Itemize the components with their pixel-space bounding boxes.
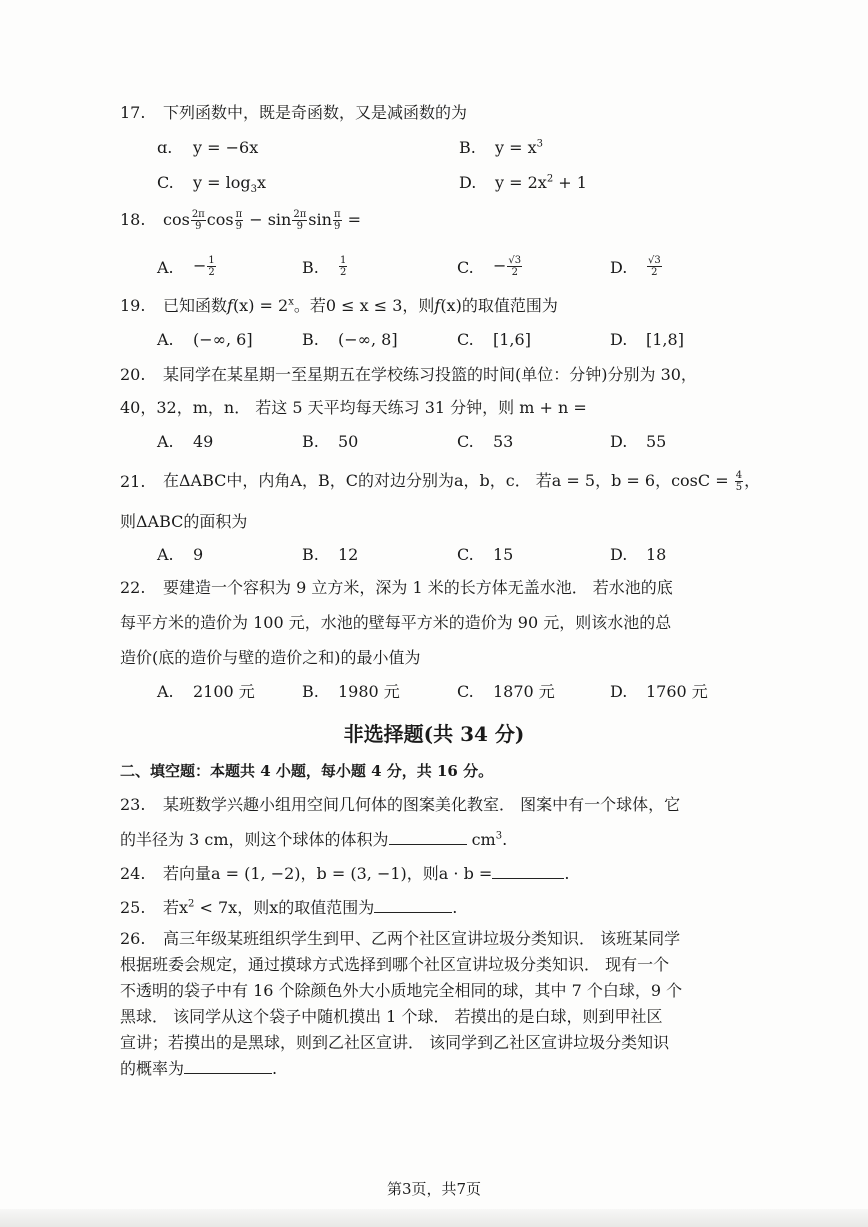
question-stem-line-2: 则ΔABC的面积为 bbox=[120, 512, 248, 531]
question-stem-line-2 bbox=[120, 830, 507, 850]
denominator: 2 bbox=[208, 267, 215, 278]
fraction bbox=[735, 470, 743, 493]
stem-function: f bbox=[227, 296, 233, 315]
option-b-text: 12 bbox=[338, 545, 359, 564]
option-c-text bbox=[493, 252, 523, 280]
unit-exponent: 3 bbox=[495, 830, 503, 842]
numerator: 2π bbox=[293, 209, 307, 220]
question-number: 19. bbox=[120, 296, 146, 315]
option-c-label: C. bbox=[157, 173, 174, 192]
stem-end: . bbox=[502, 830, 508, 849]
expr-sin-2: sin bbox=[308, 210, 332, 229]
numerator: √3 bbox=[508, 255, 522, 266]
numerator: 2π bbox=[191, 209, 205, 220]
option-a-text: 49 bbox=[193, 432, 214, 451]
option-d-base: y = 2x bbox=[495, 173, 547, 192]
stem-end: . bbox=[564, 864, 570, 883]
option-c-label: C. bbox=[457, 545, 474, 564]
stem-function: f bbox=[434, 296, 441, 315]
option-c-sign: − bbox=[493, 256, 507, 275]
trig-expression bbox=[163, 206, 361, 234]
option-a-label: A. bbox=[157, 682, 174, 701]
question-number: 24. bbox=[120, 864, 146, 883]
answer-blank[interactable] bbox=[492, 864, 564, 879]
option-a-label: A. bbox=[157, 545, 174, 564]
option-a-text: y = −6x bbox=[193, 138, 259, 157]
fraction bbox=[235, 209, 244, 232]
numerator: 4 bbox=[735, 470, 743, 481]
option-d-text: 1760 元 bbox=[646, 682, 708, 701]
option-b-exponent: 3 bbox=[536, 138, 544, 150]
option-b-label: B. bbox=[459, 138, 476, 157]
question-number: 25. bbox=[120, 898, 146, 917]
stem-text: 若x bbox=[163, 898, 189, 917]
stem-exponent: x bbox=[288, 296, 294, 308]
option-b-text bbox=[495, 138, 543, 158]
stem-end: . bbox=[452, 898, 458, 917]
question-stem-line-2: 每平方米的造价为 100 元，水池的壁每平方米的造价为 90 元，则该水池的总 bbox=[120, 613, 672, 632]
question-number: 21. bbox=[120, 472, 146, 491]
fraction bbox=[339, 255, 347, 278]
question-stem-line-1: 高三年级某班组织学生到甲、乙两个社区宣讲垃圾分类知识． 该班某同学 bbox=[163, 929, 681, 948]
option-c-base: 3 bbox=[250, 184, 257, 196]
option-b-label: B. bbox=[302, 432, 319, 451]
unit-text: cm bbox=[466, 830, 496, 849]
option-d-label: D. bbox=[610, 545, 628, 564]
page-footer: 第3页，共7页 bbox=[386, 1180, 482, 1198]
stem-text: 的概率为 bbox=[120, 1059, 185, 1078]
question-stem-line-2: 40，32，m，n． 若这 5 天平均每天练习 31 分钟，则 m + n = bbox=[120, 398, 587, 417]
option-d-label: D. bbox=[610, 330, 628, 349]
stem-part: (x)的取值范围为 bbox=[440, 296, 558, 315]
denominator: 2 bbox=[340, 267, 347, 278]
stem-text: 在ΔABC中，内角A，B，C的对边分别为a，b，c． 若a = 5，b = 6，cosC = bbox=[163, 471, 734, 490]
question-stem-line-1: 某班数学兴趣小组用空间几何体的图案美化教室． 图案中有一个球体，它 bbox=[163, 795, 681, 814]
question-stem: 下列函数中，既是奇函数，又是减函数的为 bbox=[163, 103, 468, 122]
option-d-label: D. bbox=[610, 432, 628, 451]
numerator: √3 bbox=[648, 255, 661, 266]
question-stem-line-3: 造价(底的造价与壁的造价之和)的最小值为 bbox=[120, 648, 421, 667]
option-d-label: D. bbox=[610, 682, 628, 701]
option-d-text: 55 bbox=[646, 432, 667, 451]
question-number: 26. bbox=[120, 929, 146, 948]
option-d-label: D. bbox=[459, 173, 477, 192]
option-c-text: 1870 元 bbox=[493, 682, 555, 701]
question-stem-line-5: 宣讲；若摸出的是黑球，则到乙社区宣讲． 该同学到乙社区宣讲垃圾分类知识 bbox=[120, 1033, 670, 1052]
option-c-text: 15 bbox=[493, 545, 514, 564]
fraction bbox=[207, 255, 215, 278]
option-d-exponent: 2 bbox=[546, 173, 554, 185]
question-number: 18. bbox=[120, 210, 146, 229]
option-c-text: 53 bbox=[493, 432, 514, 451]
stem-text: 的半径为 3 cm，则这个球体的体积为 bbox=[120, 830, 389, 849]
question-number: 22. bbox=[120, 578, 146, 597]
option-d-text bbox=[646, 252, 663, 280]
option-a-text: 2100 元 bbox=[193, 682, 255, 701]
expr-cos-2: cos bbox=[206, 210, 234, 229]
option-a-label: A. bbox=[157, 432, 174, 451]
question-stem bbox=[163, 898, 457, 918]
option-c-log: y = log bbox=[193, 173, 251, 192]
denominator: 9 bbox=[195, 221, 202, 232]
stem-part: 。若0 ≤ x ≤ 3，则 bbox=[293, 296, 435, 315]
option-c-label: C. bbox=[457, 258, 474, 277]
numerator: 1 bbox=[208, 255, 215, 266]
option-a-text bbox=[193, 252, 217, 280]
option-b-base: y = x bbox=[495, 138, 537, 157]
option-b-text: 50 bbox=[338, 432, 359, 451]
expr-cos-1: cos bbox=[163, 210, 190, 229]
stem-text: 若向量a = (1, −2)，b = (3, −1)，则a · b = bbox=[163, 864, 493, 883]
answer-blank[interactable] bbox=[374, 898, 452, 913]
option-a-label: A. bbox=[157, 258, 174, 277]
numerator: 1 bbox=[340, 255, 347, 266]
fraction bbox=[647, 255, 662, 278]
question-stem-line-1: 要建造一个容积为 9 立方米，深为 1 米的长方体无盖水池． 若水池的底 bbox=[163, 578, 673, 597]
question-stem-line-2: 根据班委会规定，通过摸球方式选择到哪个社区宣讲垃圾分类知识． 现有一个 bbox=[120, 955, 670, 974]
fraction bbox=[191, 209, 206, 232]
question-stem bbox=[163, 864, 569, 884]
question-stem-line-4: 黑球． 该同学从这个袋子中随机摸出 1 个球． 若摸出的是白球，则到甲社区 bbox=[120, 1007, 663, 1026]
section-heading: 非选择题(共 34 分) bbox=[343, 722, 525, 746]
fraction bbox=[333, 209, 342, 232]
option-b-text bbox=[338, 252, 348, 280]
expr-equals: = bbox=[342, 210, 362, 229]
option-b-text: 1980 元 bbox=[338, 682, 400, 701]
option-a-sign: − bbox=[193, 256, 207, 275]
stem-part: 已知函数 bbox=[163, 296, 228, 315]
part-heading: 二、填空题：本题共 4 小题，每小题 4 分，共 16 分。 bbox=[120, 762, 494, 780]
option-b-label: B. bbox=[302, 545, 319, 564]
stem-end: . bbox=[272, 1059, 278, 1078]
answer-blank[interactable] bbox=[184, 1059, 272, 1074]
option-a-text: (−∞, 6] bbox=[193, 330, 253, 349]
stem-text: < 7x，则x的取值范围为 bbox=[194, 898, 375, 917]
question-stem-line-3: 不透明的袋子中有 16 个除颜色外大小质地完全相同的球，其中 7 个白球，9 个 bbox=[120, 981, 683, 1000]
option-a-text: 9 bbox=[193, 545, 204, 564]
fraction bbox=[292, 209, 307, 232]
denominator: 9 bbox=[235, 221, 243, 232]
stem-part: (x) = 2 bbox=[232, 296, 289, 315]
question-stem-line-1 bbox=[163, 466, 760, 496]
option-d-rest: + 1 bbox=[553, 173, 587, 192]
option-d-text: [1,8] bbox=[646, 330, 684, 349]
denominator: 2 bbox=[511, 267, 518, 278]
option-c-text: [1,6] bbox=[493, 330, 531, 349]
denominator: 2 bbox=[651, 267, 658, 278]
stem-exponent: 2 bbox=[188, 898, 195, 910]
question-number: 20. bbox=[120, 365, 146, 384]
question-number: 17. bbox=[120, 103, 146, 122]
option-d-text bbox=[495, 173, 587, 193]
option-c-text bbox=[193, 173, 267, 196]
option-a-label: A. bbox=[157, 330, 174, 349]
numerator: π bbox=[235, 209, 243, 220]
option-c-arg: x bbox=[256, 173, 267, 192]
option-b-label: B. bbox=[302, 682, 319, 701]
option-c-label: C. bbox=[457, 432, 474, 451]
stem-end: ， bbox=[744, 471, 761, 490]
option-b-label: B. bbox=[302, 330, 319, 349]
option-b-label: B. bbox=[302, 258, 319, 277]
option-c-label: C. bbox=[457, 330, 474, 349]
option-d-label: D. bbox=[610, 258, 628, 277]
page-bottom-edge bbox=[0, 1209, 868, 1227]
expr-sin-1: − sin bbox=[244, 210, 292, 229]
numerator: π bbox=[333, 209, 341, 220]
question-stem-line-1: 某同学在某星期一至星期五在学校练习投篮的时间(单位：分钟)分别为 30， bbox=[163, 365, 697, 384]
option-c-label: C. bbox=[457, 682, 474, 701]
question-number: 23. bbox=[120, 795, 146, 814]
denominator: 9 bbox=[296, 221, 304, 232]
denominator: 5 bbox=[735, 482, 743, 493]
denominator: 9 bbox=[334, 221, 341, 232]
option-a-label: ɑ. bbox=[157, 138, 173, 157]
fraction bbox=[507, 255, 522, 278]
question-stem bbox=[163, 296, 558, 316]
answer-blank[interactable] bbox=[389, 830, 467, 845]
question-stem-line-6 bbox=[120, 1059, 277, 1079]
option-b-text: (−∞, 8] bbox=[338, 330, 398, 349]
option-d-text: 18 bbox=[646, 545, 667, 564]
